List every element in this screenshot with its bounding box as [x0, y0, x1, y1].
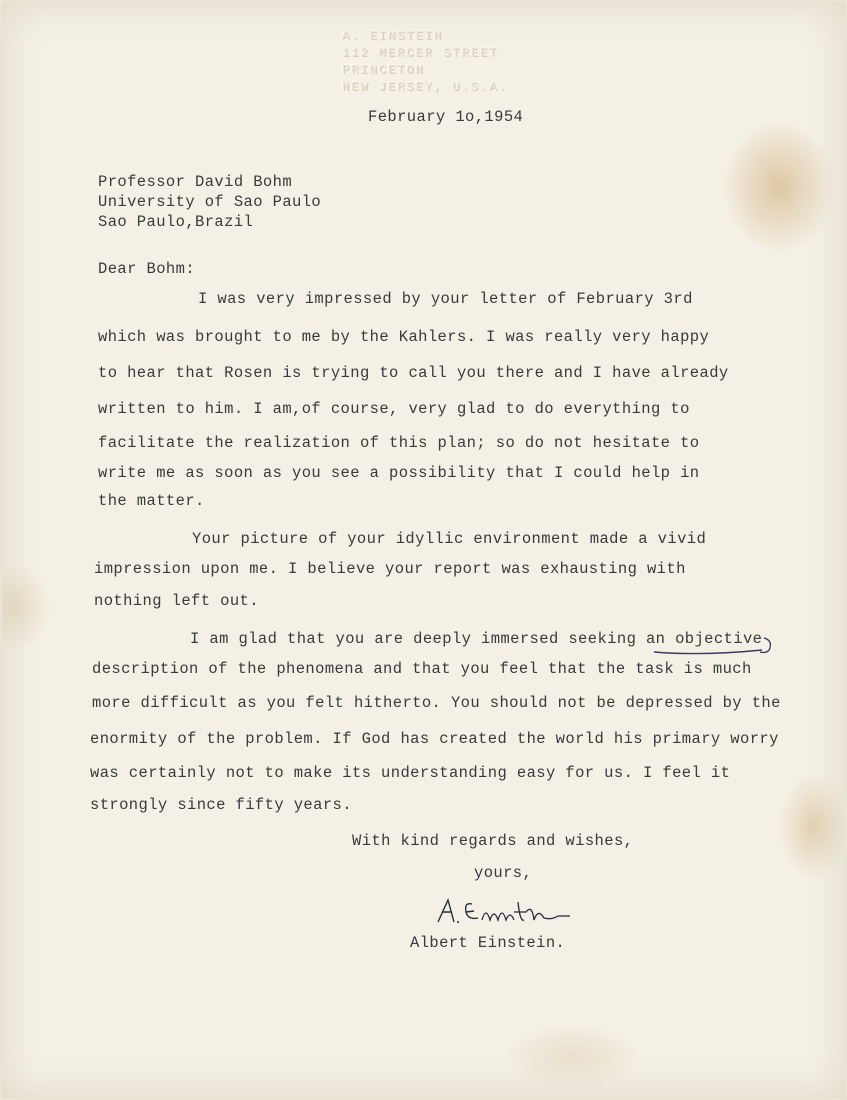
paper-stain	[778, 772, 845, 882]
body-line: nothing left out.	[94, 592, 259, 610]
letter-date: February 1o,1954	[368, 108, 524, 126]
body-line: more difficult as you felt hitherto. You should not be depressed by the	[92, 694, 781, 712]
typed-name: Albert Einstein.	[410, 934, 566, 952]
valediction: yours,	[474, 864, 533, 882]
handwritten-underline	[2, 2, 845, 702]
recipient-name: Professor David Bohm	[98, 173, 293, 191]
body-line: the matter.	[98, 492, 205, 510]
salutation: Dear Bohm:	[98, 260, 196, 278]
body-line: impression upon me. I believe your report was exhausting with	[94, 560, 686, 578]
body-line: was certainly not to make its understanding easy for us. I feel it	[90, 764, 731, 782]
letterhead-line: 112 MERCER STREET	[342, 46, 499, 60]
letterhead-line: NEW JERSEY, U.S.A.	[342, 80, 508, 94]
body-line: description of the phenomena and that you feel that the task is much	[92, 660, 752, 678]
body-line: write me as soon as you see a possibility that I could help in	[98, 464, 700, 482]
letter-sheet	[2, 2, 845, 1098]
body-line: to hear that Rosen is trying to call you there and I have already	[98, 364, 729, 382]
body-line: strongly since fifty years.	[90, 796, 352, 814]
handwritten-signature	[434, 892, 574, 937]
paper-stain	[502, 1022, 642, 1092]
body-line: facilitate the realization of this plan; so do not hesitate to	[98, 434, 700, 452]
body-line: I am glad that you are deeply immersed seeking an objective	[190, 630, 763, 648]
letterhead-line: A. EINSTEIN	[342, 29, 444, 43]
recipient-location: Sao Paulo,Brazil	[98, 213, 254, 231]
recipient-institution: University of Sao Paulo	[98, 193, 322, 211]
letterhead-line: PRINCETON	[342, 63, 425, 77]
body-line: written to him. I am,of course, very glad to do everything to	[98, 400, 690, 418]
body-line: enormity of the problem. If God has created the world his primary worry	[90, 730, 779, 748]
body-line: Your picture of your idyllic environment made a vivid	[192, 530, 707, 548]
body-line: I was very impressed by your letter of February 3rd	[198, 290, 693, 308]
body-line: which was brought to me by the Kahlers. I was really very happy	[98, 328, 710, 346]
closing-line: With kind regards and wishes,	[352, 832, 634, 850]
